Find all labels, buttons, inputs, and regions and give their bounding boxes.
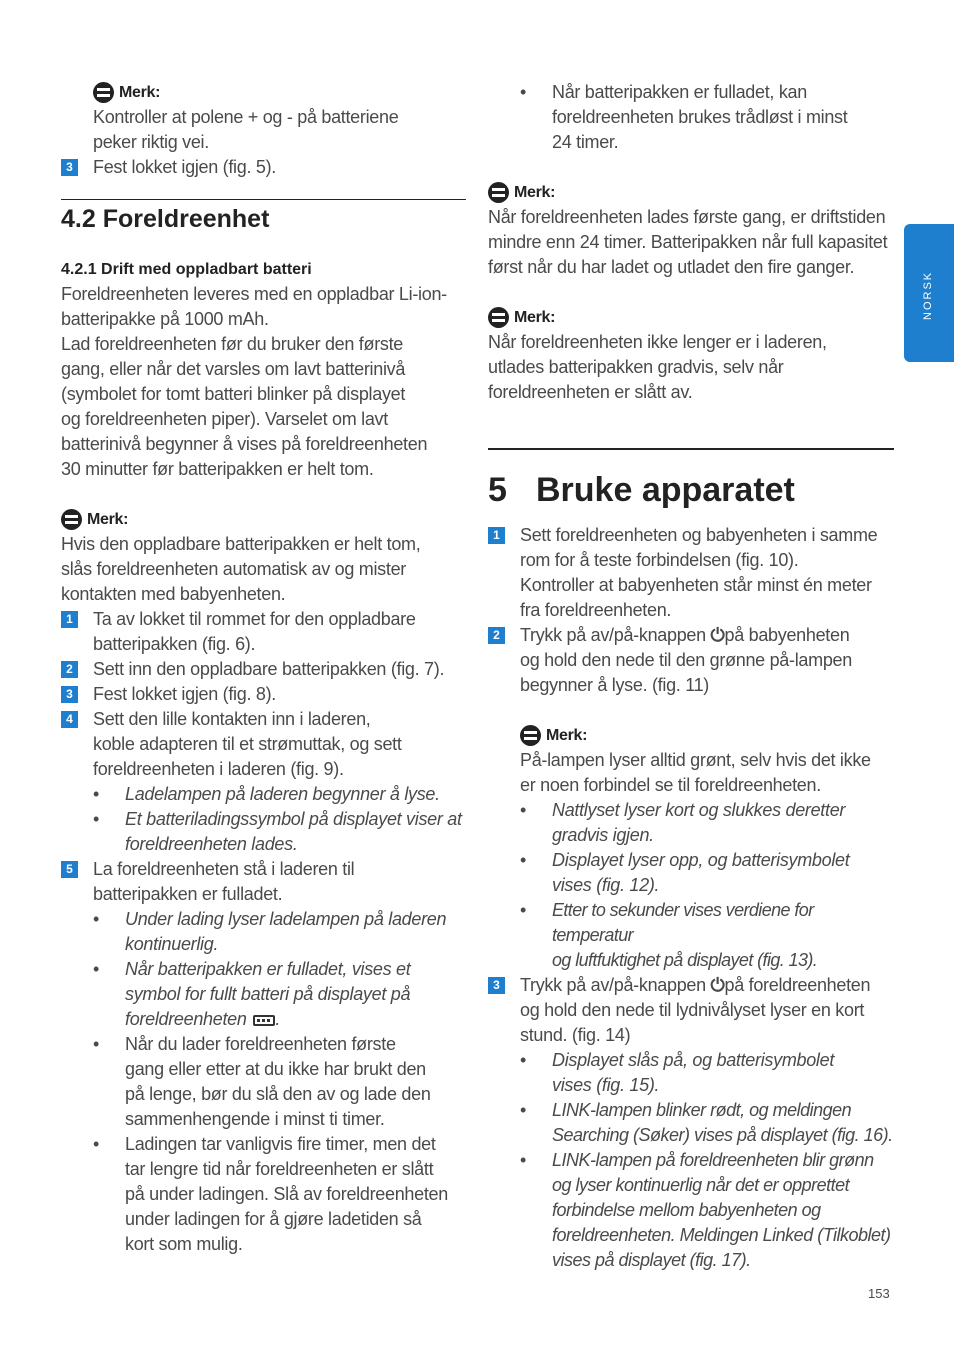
step-text: på foreldreenheten [724,975,871,995]
text-line: 30 minutter før batteripakken er helt tom. [61,459,374,479]
bullet-text: foreldreenheten lades. [125,834,298,854]
note-text: kontakten med babyenheten. [61,584,286,604]
note-text: peker riktig vei. [93,132,209,152]
text-line: batterinivå begynner å vises på foreldreenheten [61,434,428,454]
chapter-title [488,468,894,512]
step-number: 3 [61,686,78,703]
bullet-item [93,907,466,957]
bullet-text: Under lading lyser ladelampen på laderen [125,909,447,929]
step-text: Fest lokket igjen (fig. 8). [93,684,276,704]
bullet-dot: • [520,800,527,820]
bullet-text: foreldreenheten. Meldingen Linked (Tilkoblet) [552,1225,891,1245]
step-text: Trykk på av/på-knappen [520,975,711,995]
note-text: På-lampen lyser alltid grønt, selv hvis det ikke [520,750,871,770]
step-text: foreldreenheten i laderen (fig. 9). [93,759,344,779]
bullet-text: Ladelampen på laderen begynner å lyse. [125,784,440,804]
step-number: 2 [488,627,505,644]
note-icon [61,509,82,530]
bullet-text: kontinuerlig. [125,934,219,954]
bullet-text: Searching (Søker) vises på displayet (fig. 16). [552,1125,893,1145]
note-label: Merk: [546,727,588,744]
step-2 [61,657,466,682]
step-5-bullets [61,907,466,1257]
battery-full-icon [253,1015,275,1026]
bullet-text: gradvis igjen. [552,825,654,845]
text-line: batteripakke på 1000 mAh. [61,309,269,329]
step-3 [488,973,894,1048]
bullet-dot: • [520,1100,527,1120]
bullet-dot: • [520,1150,527,1170]
bullet-text: tar lengre tid når foreldreenheten er slått [125,1159,434,1179]
bullet-item [93,782,466,807]
bullet-text: Ladingen tar vanligvis fire timer, men det [125,1134,436,1154]
note-label: Merk: [514,309,556,326]
note-icon [488,182,509,203]
step-text: batteripakken er fulladet. [93,884,283,904]
language-tab [904,224,954,362]
step-number: 1 [488,527,505,544]
bullet-text: foreldreenheten [125,1009,247,1029]
step-text: rom for å teste forbindelsen (fig. 10). [520,550,799,570]
step-3 [61,682,466,707]
bullet-text: gang eller etter at du ikke har brukt den [125,1059,426,1079]
step-3-bullets [488,1048,894,1273]
bullet-text: LINK-lampen på foreldreenheten blir grønn [552,1150,874,1170]
bullet-dot: • [520,850,527,870]
note-text: foreldreenheten er slått av. [488,382,693,402]
bullet-text: sammenhengende i minst ti timer. [125,1109,385,1129]
bullet-text: og lyser kontinuerlig når det er opprettet [552,1175,850,1195]
note-label: Merk: [119,84,161,101]
step-number: 5 [61,861,78,878]
page-number: 153 [868,1286,890,1301]
bullet-text: foreldreenheten brukes trådløst i minst [552,107,848,127]
bullet-item [93,807,466,857]
bullet-dot: • [520,900,527,920]
bullet-text: Når batteripakken er fulladet, vises et [125,959,411,979]
bullet-text: Displayet slås på, og batterisymbolet [552,1050,835,1070]
note-text: først når du har ladet og utladet den fire ganger. [488,257,855,277]
note-text: Når foreldreenheten lades første gang, er driftstiden [488,207,886,227]
bullet-text: 24 timer. [552,132,619,152]
step-text: La foreldreenheten stå i laderen til [93,859,355,879]
bullet-text: Når du lader foreldreenheten første [125,1034,396,1054]
power-icon: ⏻ [710,975,725,995]
note-icon [93,82,114,103]
step-text: Kontroller at babyenheten står minst én meter [520,575,872,595]
step-number: 4 [61,711,78,728]
chapter-number: 5 [488,471,507,509]
bullet-dot: • [93,1134,100,1154]
left-column [61,80,466,1257]
text-line: gang, eller når det varsles om lavt batterinivå [61,359,406,379]
section-divider [61,199,466,200]
language-tab-label: NORSK [922,270,934,320]
note-text: Når foreldreenheten ikke lenger er i laderen, [488,332,827,352]
note-text: utlades batteripakken gradvis, selv når [488,357,784,377]
bullet-dot: • [520,1050,527,1070]
step-text: Fest lokket igjen (fig. 5). [93,157,276,177]
note-text: mindre enn 24 timer. Batteripakken når full kapasitet [488,232,888,252]
step-4 [61,707,466,782]
bullet-text: under ladingen for å gjøre ladetiden så [125,1209,422,1229]
step-1 [488,523,894,623]
note-icon [488,307,509,328]
bullet-text: symbol for fullt batteri på displayet på [125,984,411,1004]
note-text: Kontroller at polene + og - på batteriene [93,107,399,127]
note-text: Hvis den oppladbare batteripakken er helt tom, [61,534,421,554]
bullet-text: Displayet lyser opp, og batterisymbolet [552,850,850,870]
bullet-item [93,1032,466,1132]
bullet-text: forbindelse mellom babyenheten og [552,1200,821,1220]
bullet-item [520,898,894,973]
bullet-dot: • [93,959,100,979]
bullet-item [93,1132,466,1257]
chapter-divider [488,448,894,450]
step-1 [61,607,466,657]
text-line: (symbolet for tomt batteri blinker på displayet [61,384,406,404]
text-line: Foreldreenheten leveres med en oppladbar Li-ion- [61,284,447,304]
intro-paragraph [61,282,466,482]
bullet-dot: • [93,809,100,829]
bullet-item [520,848,894,898]
bullet-text: LINK-lampen blinker rødt, og meldingen [552,1100,852,1120]
bullet-text: og luftfuktighet på displayet (fig. 13). [552,950,818,970]
bullet-text: kort som mulig. [125,1234,243,1254]
text-line: og foreldreenheten piper). Varselet om lavt [61,409,388,429]
step-text: og hold den nede til lydnivålyset lyser en kort [520,1000,865,1020]
note-label: Merk: [87,511,129,528]
bullet-item [520,798,894,848]
bullet-text: vises (fig. 12). [552,875,660,895]
bullet-text: Et batteriladingssymbol på displayet viser at [125,809,462,829]
bullet-dot: • [93,784,100,804]
bullet-text: vises på displayet (fig. 17). [552,1250,751,1270]
bullet-item [520,1098,894,1148]
note-label: Merk: [514,184,556,201]
section-title: 4.2 Foreldreenhet [61,205,270,233]
bullet-dot: • [93,909,100,929]
bullet-text: på under ladingen. Slå av foreldreenheten [125,1184,448,1204]
note-4 [488,305,894,405]
chapter-title-text: Bruke apparatet [536,471,795,509]
step-text: på babyenheten [724,625,850,645]
bullet-dot: • [93,1034,100,1054]
step-text: koble adapteren til et strømuttak, og sett [93,734,402,754]
step-text: fra foreldreenheten. [520,600,672,620]
step-text: og hold den nede til den grønne på-lampen [520,650,852,670]
text-line: Lad foreldreenheten før du bruker den første [61,334,404,354]
bullet-text: Nattlyset lyser kort og slukkes deretter [552,800,846,820]
note-5 [488,723,894,973]
step-3-fest-lokket [61,155,466,180]
step-number: 1 [61,611,78,628]
step-text: Sett inn den oppladbare batteripakken (fig. 7). [93,659,445,679]
right-column [488,80,894,1273]
note-1 [61,80,466,155]
step-number: 2 [61,661,78,678]
step-5 [61,857,466,907]
bullet-dot: • [520,82,527,102]
power-icon: ⏻ [710,625,725,645]
bullet-text: Etter to sekunder vises verdiene for temperatur [552,900,814,945]
bullet-text: Når batteripakken er fulladet, kan [552,82,807,102]
step-text: begynner å lyse. (fig. 11) [520,675,709,695]
step-text: Ta av lokket til rommet for den oppladbare [93,609,416,629]
subsection-title: 4.2.1 Drift med oppladbart batteri [61,261,312,278]
top-bullet [488,80,894,155]
step-text: batteripakken (fig. 6). [93,634,256,654]
step-text: Sett den lille kontakten inn i laderen, [93,709,371,729]
bullet-text: vises (fig. 15). [552,1075,660,1095]
step-2 [488,623,894,698]
bullet-item [520,1148,894,1273]
step-text: Trykk på av/på-knappen [520,625,711,645]
note-text: slås foreldreenheten automatisk av og mister [61,559,406,579]
bullet-item [520,1048,894,1098]
step-number: 3 [488,977,505,994]
note-3 [488,180,894,280]
bullet-item: • Når batteripakken er fulladet, vises et symbol for fullt batteri på displayet på foreldreenheten . [93,959,411,1029]
bullet-text: på lenge, bør du slå den av og lade den [125,1084,431,1104]
step-text: stund. (fig. 14) [520,1025,631,1045]
step-4-bullets [61,782,466,857]
step-text: Sett foreldreenheten og babyenheten i samme [520,525,878,545]
step-number: 3 [61,159,78,176]
note-icon [520,725,541,746]
note-text: er noen forbindel se til foreldreenheten. [520,775,821,795]
note-2 [61,507,466,607]
